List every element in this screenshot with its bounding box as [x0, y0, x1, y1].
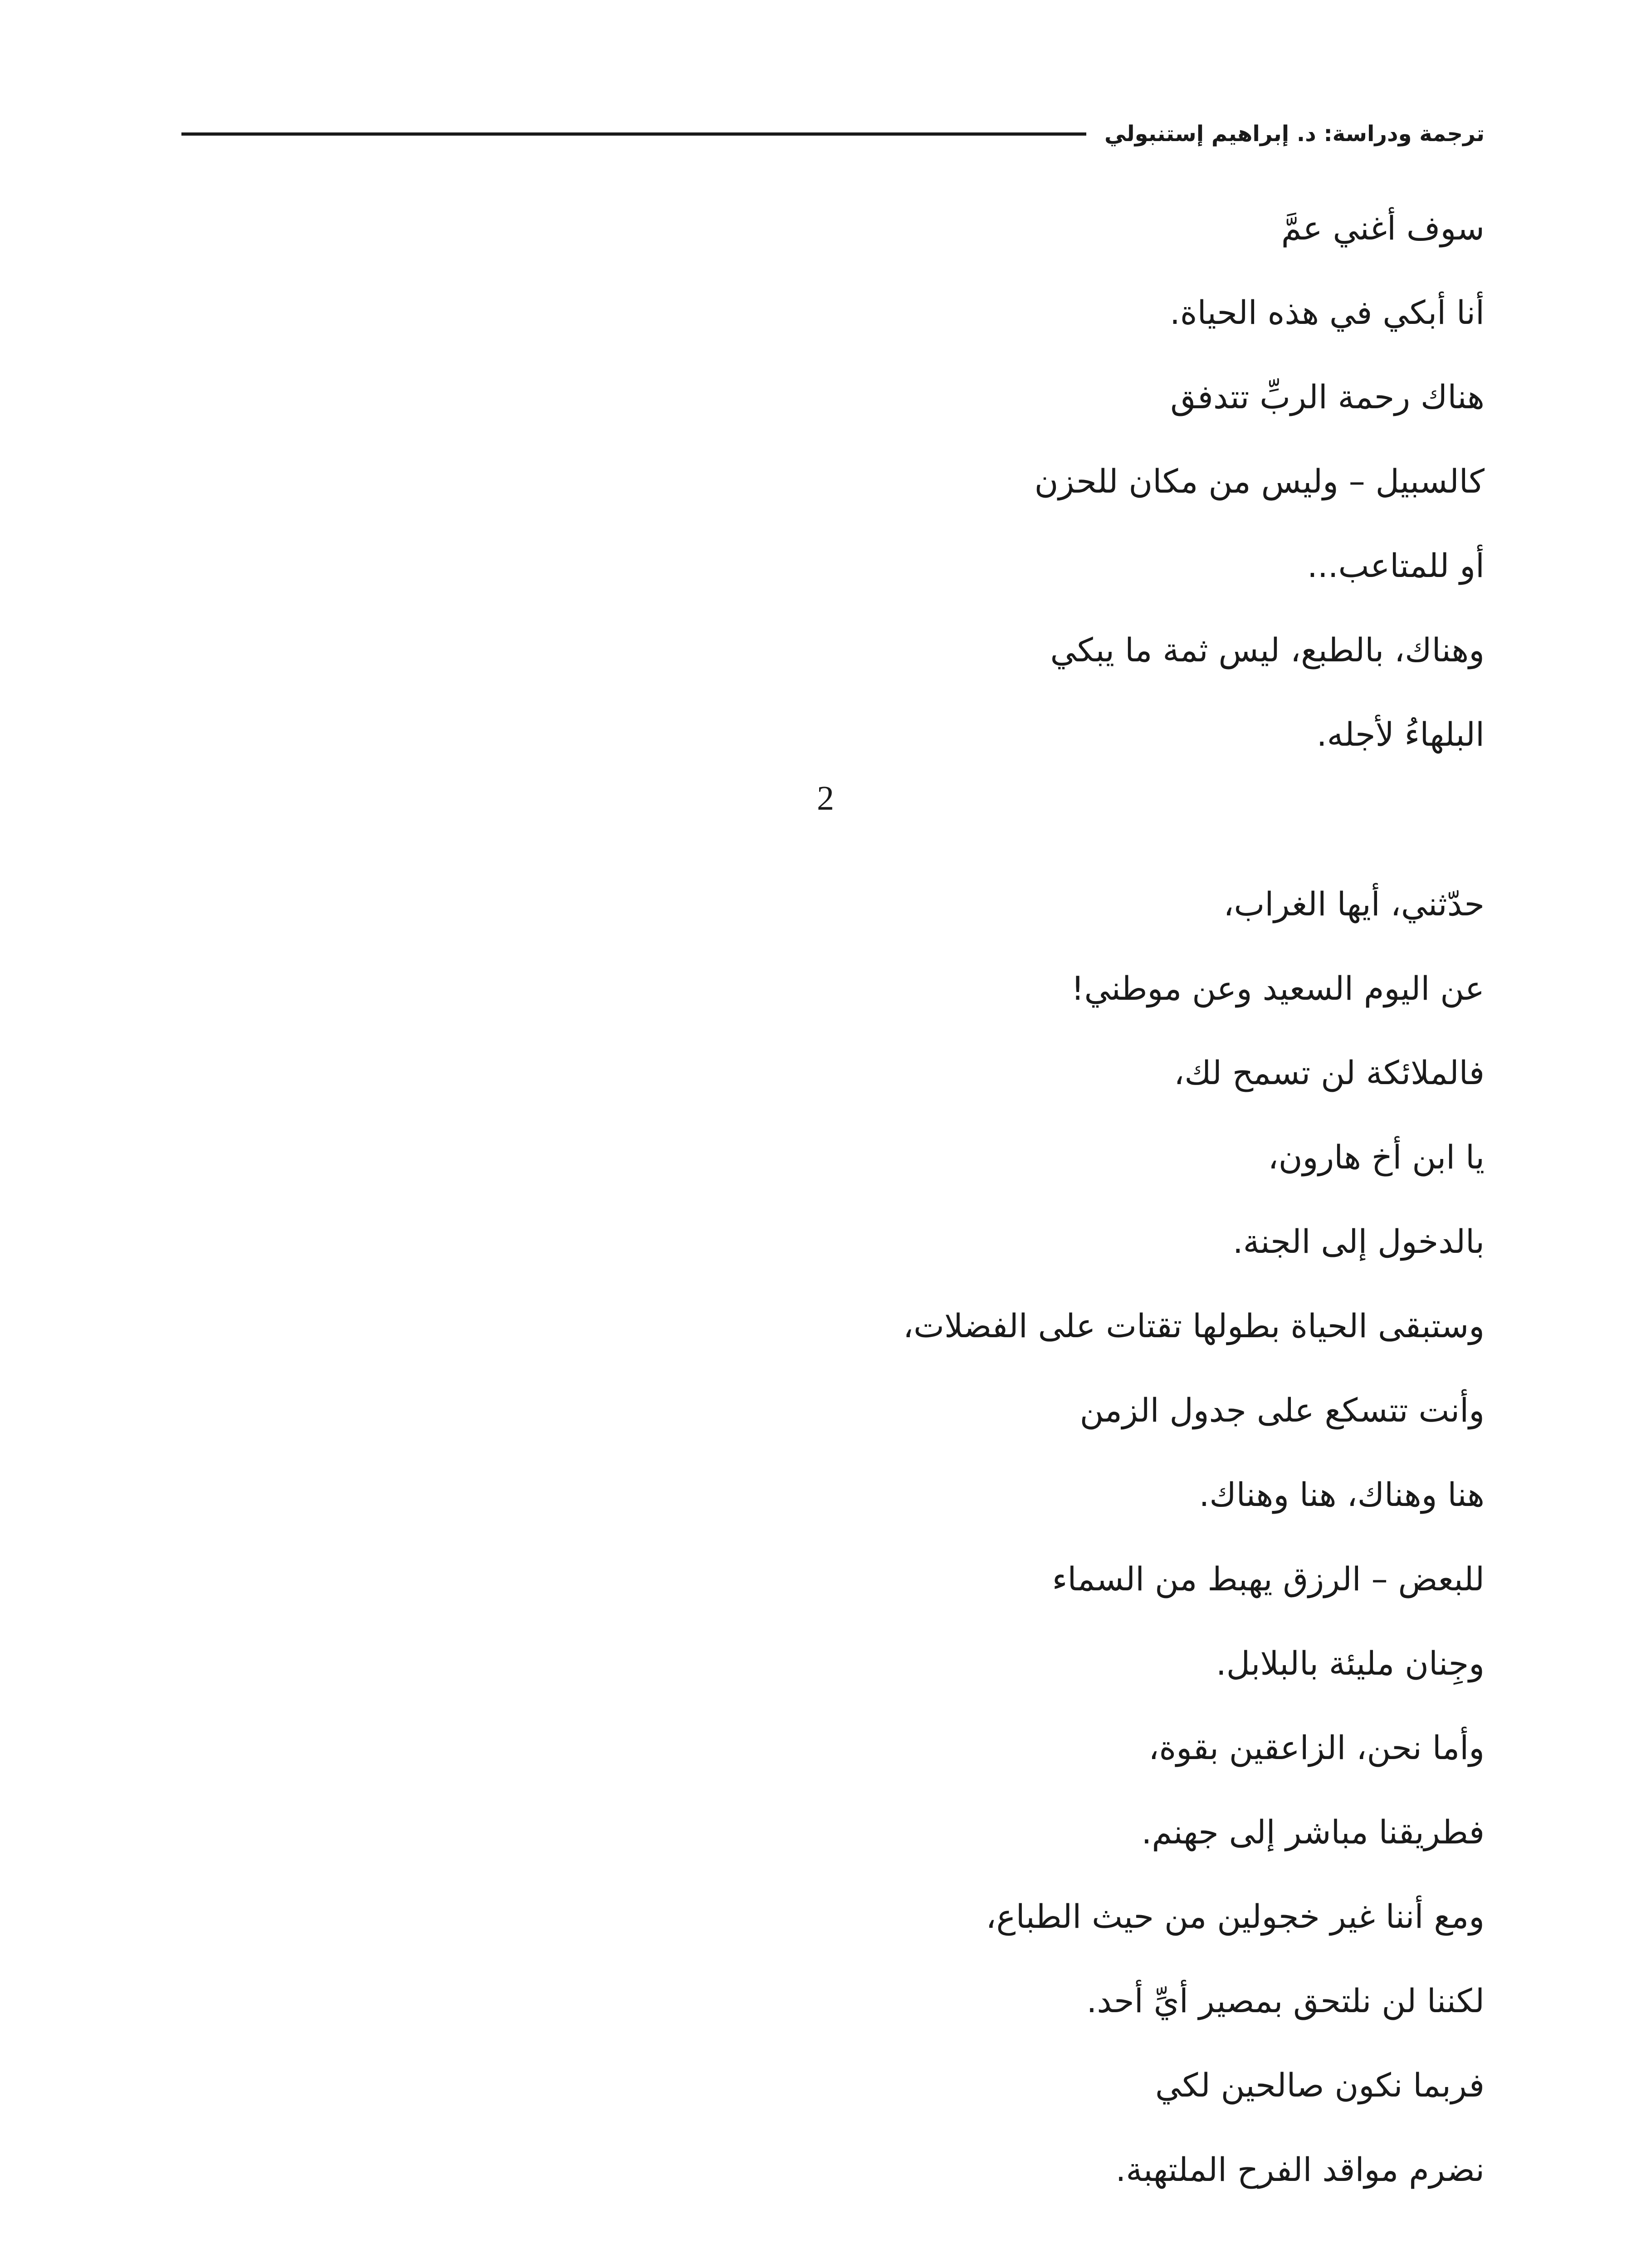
poem-line: يا ابن أخ هارون، [1268, 1138, 1485, 1176]
section-number: 2 [817, 779, 834, 817]
poem-line: لكننا لن نلتحق بمصير أيِّ أحد. [1086, 1982, 1485, 2020]
poem-line: فربما نكون صالحين لكي [1155, 2066, 1485, 2104]
poem-line: وأما نحن، الزاعقين بقوة، [1148, 1729, 1485, 1767]
poem-part-2 [169, 862, 1485, 2212]
poem-line: أنا أبكي في هذه الحياة. [1170, 293, 1485, 332]
poem-line: فطريقنا مباشر إلى جهنم. [1141, 1813, 1485, 1851]
poem-line: حدّثني، أيها الغراب، [1223, 885, 1485, 923]
poem-line: للبعض – الرزق يهبط من السماء [1052, 1560, 1485, 1598]
poem-line: نضرم مواقد الفرح الملتهبة. [1115, 2151, 1485, 2189]
poem-line: هناك رحمة الربِّ تتدفق [1170, 378, 1485, 416]
running-header [181, 113, 1485, 154]
poem-line: وأنت تتسكع على جدول الزمن [1079, 1391, 1485, 1429]
poem-line: البلهاءُ لأجله. [1316, 715, 1485, 753]
poem-line: هنا وهناك، هنا وهناك. [1199, 1476, 1485, 1514]
poem-line: كالسبيل – وليس من مكان للحزن [1034, 462, 1485, 500]
header-title: ترجمة ودراسة: د. إبراهيم إستنبولي [1104, 121, 1485, 147]
header-rule [181, 132, 1086, 136]
poem-part-1 [169, 186, 1485, 777]
poem-line: أو للمتاعب... [1307, 547, 1485, 585]
poem-line: فالملائكة لن تسمح لك، [1174, 1054, 1485, 1092]
poem-line: بالدخول إلى الجنة. [1232, 1222, 1485, 1261]
poem-line: وستبقى الحياة بطولها تقتات على الفضلات، [903, 1307, 1485, 1345]
poem-line: وهناك، بالطبع، ليس ثمة ما يبكي [1050, 631, 1485, 669]
poem-line: وجِنان مليئة بالبلابل. [1216, 1644, 1485, 1682]
poem-line: سوف أغني عمَّ [1281, 209, 1485, 247]
poem-line: ومع أننا غير خجولين من حيث الطباع، [986, 1897, 1485, 1936]
poem-line: عن اليوم السعيد وعن موطني! [1071, 969, 1485, 1007]
